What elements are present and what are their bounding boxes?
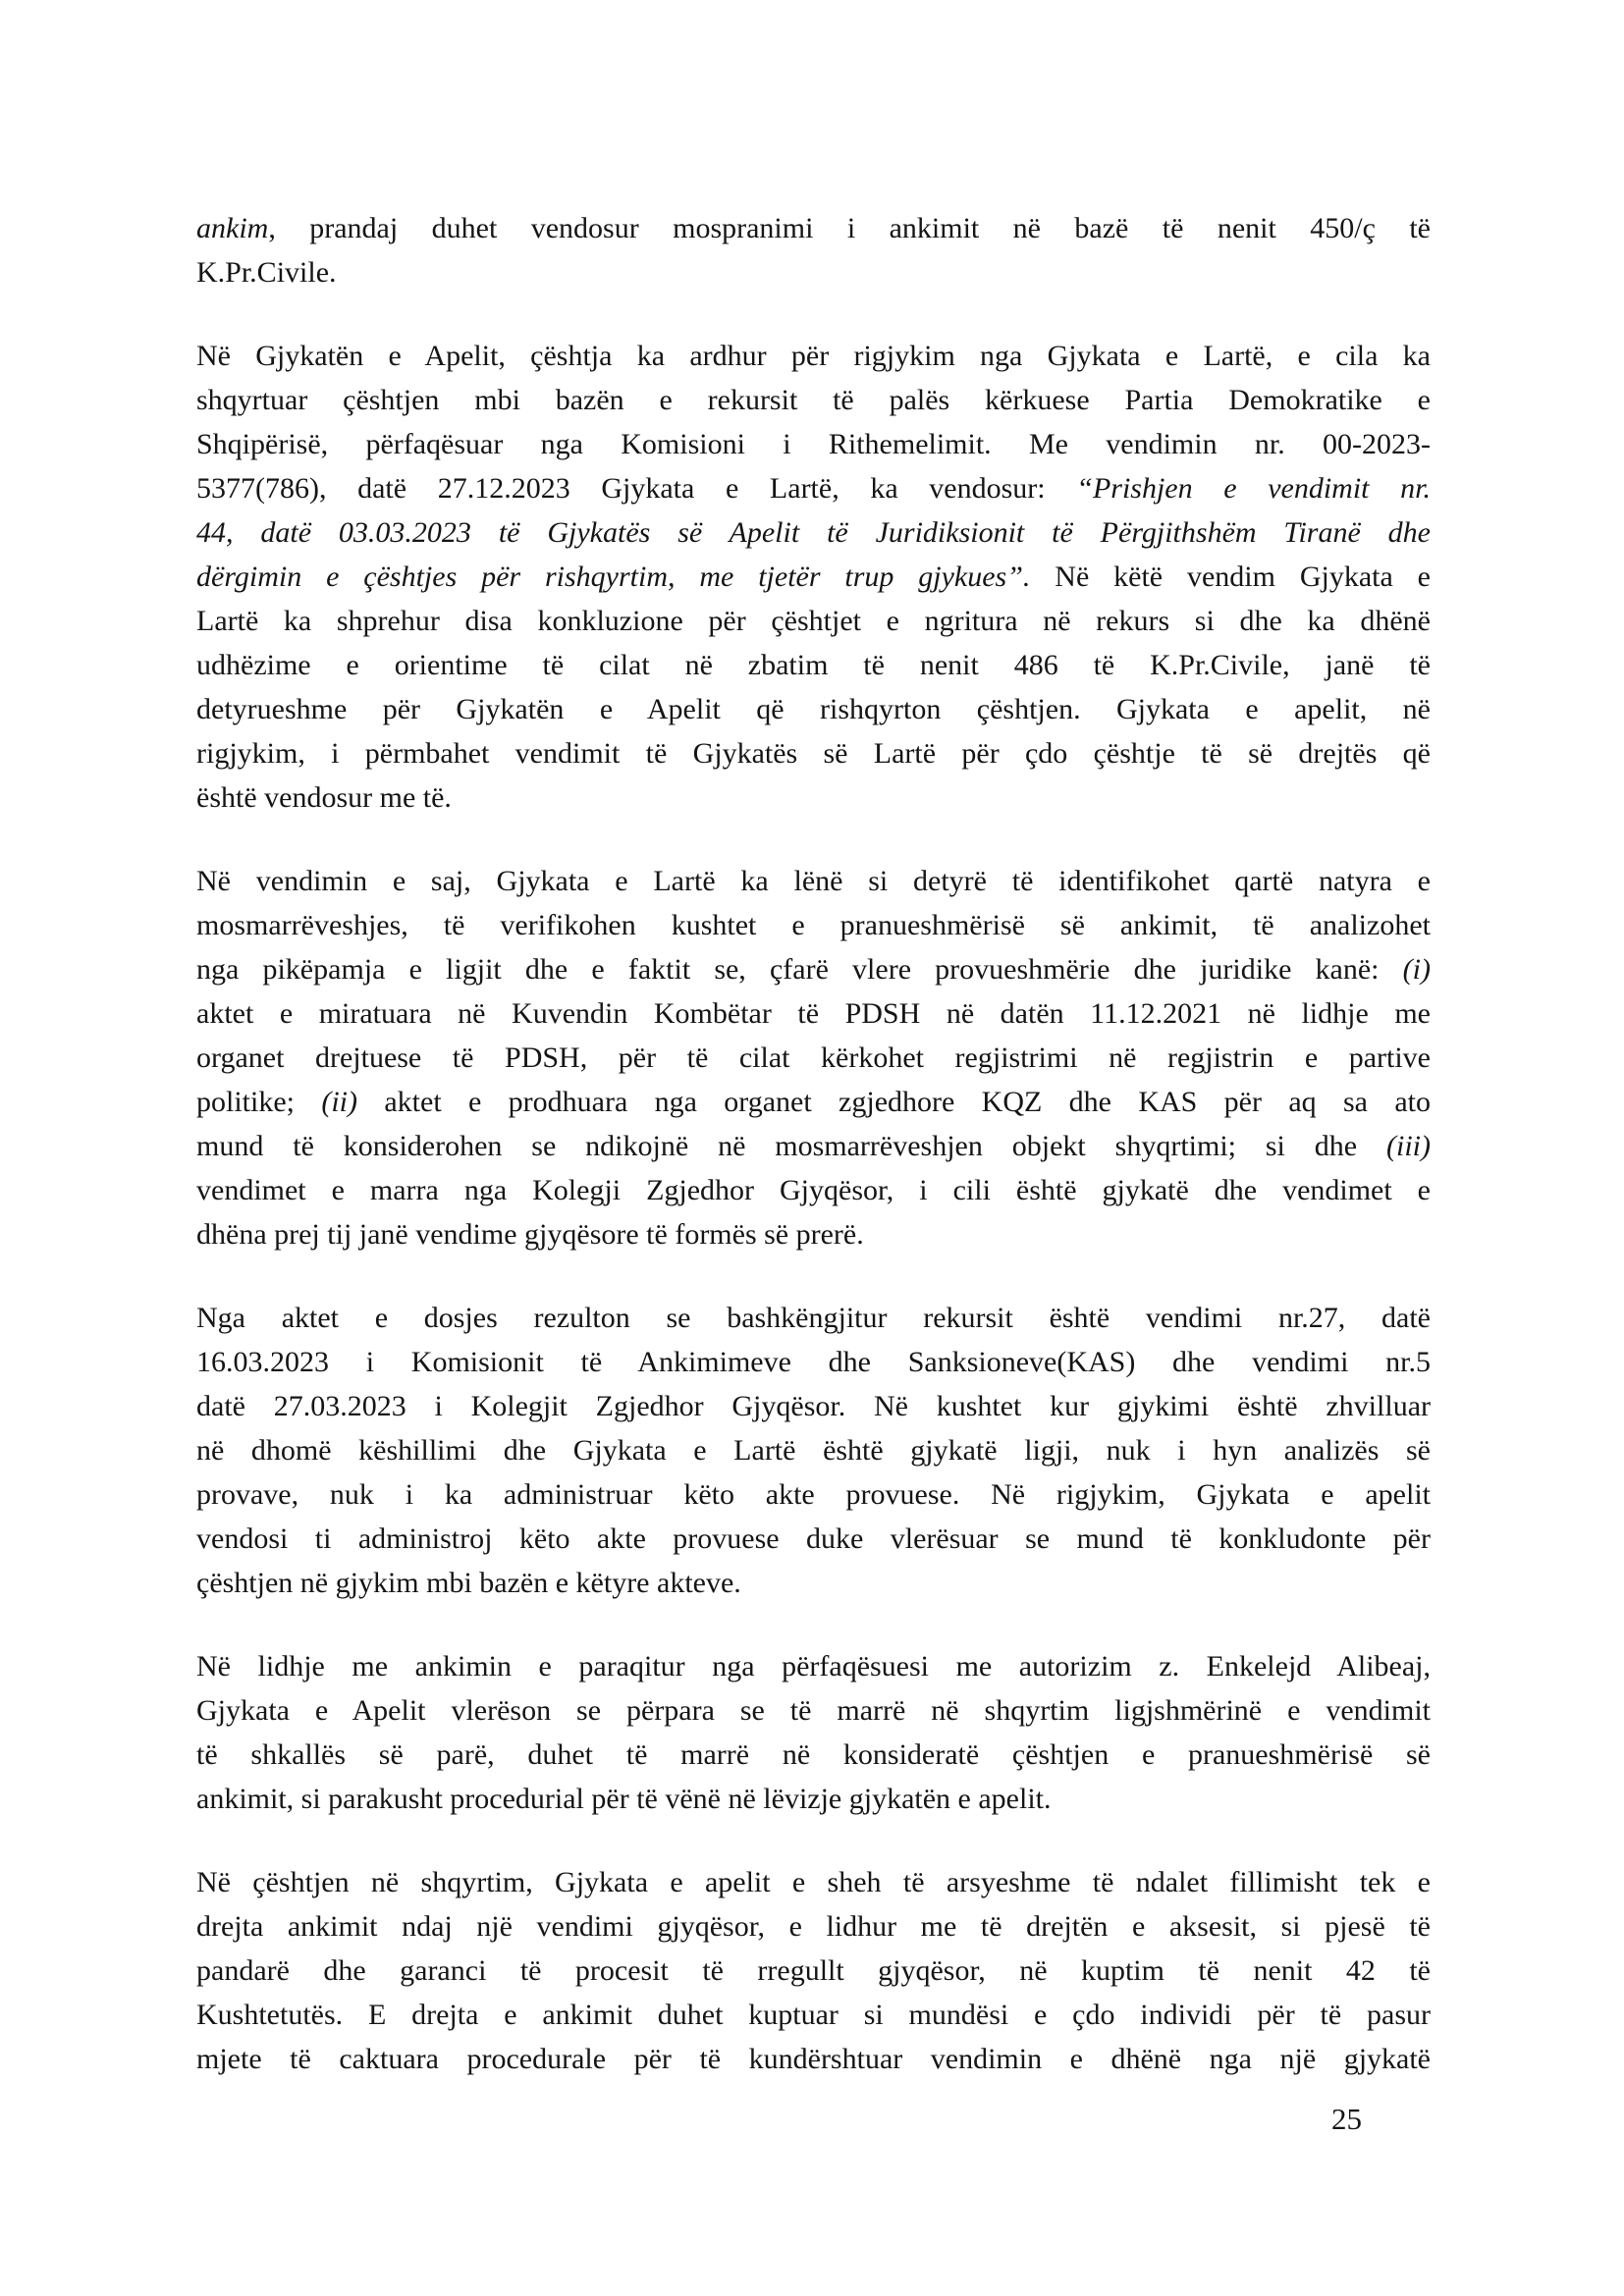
text-segment: Shqipërisë, përfaqësuar nga Komisioni i Rithemelimit. Me vendimin nr. 00-2023-: [196, 428, 1431, 460]
text-line: [196, 903, 1431, 947]
text-line: [196, 1168, 1431, 1212]
text-line: [196, 775, 1431, 820]
text-segment: shqyrtuar çështjen mbi bazën e rekursit të palës kërkuese Partia Demokratike e: [196, 384, 1431, 416]
text-line: [196, 1688, 1431, 1733]
paragraph: [196, 1644, 1431, 1821]
text-line: [196, 466, 1431, 510]
text-segment: vendosi ti administroj këto akte provuese duke vlerësuar se mund të konkludonte për: [196, 1522, 1431, 1555]
text-line: [196, 1212, 1431, 1256]
paragraph: [196, 1296, 1431, 1605]
text-line: [196, 422, 1431, 466]
italic-text-segment: “Prishjen e vendimit nr.: [1076, 472, 1431, 505]
text-segment: aktet e miratuara në Kuvendin Kombëtar të PDSH në datën 11.12.2021 në lidhje me: [196, 997, 1431, 1030]
text-segment: pandarë dhe garanci të procesit të rregullt gjyqësor, në kuptim të nenit 42 të: [196, 1954, 1431, 1987]
text-segment: dhëna prej tij janë vendime gjyqësore të formës së prerë.: [196, 1218, 864, 1251]
italic-text-segment: (iii): [1386, 1130, 1431, 1162]
text-segment: 5377(786), datë 27.12.2023 Gjykata e Lartë, ka vendosur:: [196, 472, 1077, 505]
text-line: [196, 687, 1431, 731]
text-segment: ankimit, si parakusht procedurial për të vënë në lëvizje gjykatën e apelit.: [196, 1783, 1052, 1815]
text-line: [196, 947, 1431, 991]
italic-text-segment: dërgimin e çështjes për rishqyrtim, me tjetër trup gjykues”.: [196, 561, 1031, 593]
text-line: [196, 1993, 1431, 2037]
text-line: [196, 991, 1431, 1036]
text-line: [196, 1340, 1431, 1384]
text-line: [196, 1644, 1431, 1688]
text-line: [196, 1733, 1431, 1777]
text-line: [196, 599, 1431, 643]
document-body: [196, 206, 1431, 2120]
text-segment: Kushtetutës. E drejta e ankimit duhet kuptuar si mundësi e çdo individi për të pasur: [196, 1999, 1431, 2031]
text-segment: Në Gjykatën e Apelit, çështja ka ardhur për rigjykim nga Gjykata e Lartë, e cila ka: [196, 340, 1431, 372]
text-segment: mund të konsiderohen se ndikojnë në mosmarrëveshjen objekt shyqrtimi; si dhe: [196, 1130, 1386, 1162]
italic-text-segment: ankim: [196, 212, 269, 244]
text-segment: , prandaj duhet vendosur mospranimi i ankimit në bazë të nenit 450/ç të: [268, 212, 1431, 244]
italic-text-segment: (ii): [321, 1086, 357, 1118]
text-segment: Gjykata e Apelit vlerëson se përpara se të marrë në shqyrtim ligjshmërinë e vendimit: [196, 1694, 1431, 1727]
text-segment: Në lidhje me ankimin e paraqitur nga përfaqësuesi me autorizim z. Enkelejd Alibeaj,: [196, 1650, 1431, 1682]
text-line: [196, 1561, 1431, 1605]
text-line: [196, 859, 1431, 903]
text-line: [196, 1517, 1431, 1561]
text-segment: çështjen në gjykim mbi bazën e këtyre akteve.: [196, 1567, 741, 1599]
text-line: [196, 1472, 1431, 1517]
page-number: 25: [1331, 2102, 1362, 2136]
text-line: [196, 1296, 1431, 1340]
text-line: [196, 1080, 1431, 1124]
text-line: [196, 1384, 1431, 1428]
text-segment: mjete të caktuara procedurale për të kundërshtuar vendimin e dhënë nga një gjykatë: [196, 2043, 1431, 2075]
text-line: [196, 1777, 1431, 1821]
italic-text-segment: (i): [1402, 953, 1431, 986]
paragraph: [196, 334, 1431, 820]
text-line: [196, 510, 1431, 555]
text-segment: në dhomë këshillimi dhe Gjykata e Lartë është gjykatë ligji, nuk i hyn analizës së: [196, 1434, 1431, 1467]
text-segment: Në këtë vendim Gjykata e: [1030, 561, 1431, 593]
text-line: [196, 250, 1431, 294]
text-line: [196, 555, 1431, 599]
text-segment: politike;: [196, 1086, 322, 1118]
text-segment: Në çështjen në shqyrtim, Gjykata e apelit e sheh të arsyeshme të ndalet fillimisht tek e: [196, 1866, 1431, 1898]
text-segment: është vendosur me të.: [196, 781, 452, 814]
text-segment: rigjykim, i përmbahet vendimit të Gjykatës së Lartë për çdo çështje të së drejtës që: [196, 737, 1431, 770]
text-segment: të shkallës së parë, duhet të marrë në konsideratë çështjen e pranueshmërisë së: [196, 1738, 1431, 1771]
paragraph: [196, 859, 1431, 1256]
paragraph: [196, 1860, 1431, 2081]
text-line: [196, 1124, 1431, 1168]
text-line: [196, 1949, 1431, 1993]
text-segment: udhëzime e orientime të cilat në zbatim të nenit 486 të K.Pr.Civile, janë të: [196, 649, 1431, 681]
text-segment: mosmarrëveshjes, të verifikohen kushtet e pranueshmërisë së ankimit, të analizohet: [196, 909, 1431, 941]
text-segment: detyrueshme për Gjykatën e Apelit që rishqyrton çështjen. Gjykata e apelit, në: [196, 693, 1431, 725]
text-segment: aktet e prodhuara nga organet zgjedhore KQZ dhe KAS për aq sa ato: [357, 1086, 1431, 1118]
text-segment: K.Pr.Civile.: [196, 256, 337, 289]
text-segment: 16.03.2023 i Komisionit të Ankimimeve dhe Sanksioneve(KAS) dhe vendimi nr.5: [196, 1346, 1431, 1378]
text-line: [196, 378, 1431, 422]
text-segment: Lartë ka shprehur disa konkluzione për çështjet e ngritura në rekurs si dhe ka dhënë: [196, 605, 1431, 637]
text-line: [196, 334, 1431, 378]
paragraph: [196, 206, 1431, 294]
text-line: [196, 731, 1431, 775]
text-line: [196, 1428, 1431, 1472]
text-line: [196, 1036, 1431, 1080]
text-segment: organet drejtuese të PDSH, për të cilat kërkohet regjistrimi në regjistrin e partive: [196, 1041, 1431, 1074]
text-segment: drejta ankimit ndaj një vendimi gjyqësor, e lidhur me të drejtën e aksesit, si pjesë të: [196, 1910, 1431, 1943]
text-segment: provave, nuk i ka administruar këto akte provuese. Në rigjykim, Gjykata e apelit: [196, 1478, 1431, 1511]
italic-text-segment: 44, datë 03.03.2023 të Gjykatës së Apelit të Juridiksionit të Përgjithshëm Tiranë dhe: [196, 516, 1431, 549]
text-line: [196, 1860, 1431, 1904]
text-line: [196, 206, 1431, 250]
text-line: [196, 2037, 1431, 2081]
text-segment: Në vendimin e saj, Gjykata e Lartë ka lënë si detyrë të identifikohet qartë natyra e: [196, 865, 1431, 897]
text-segment: nga pikëpamja e ligjit dhe e faktit se, çfarë vlere provueshmërie dhe juridike kanë:: [196, 953, 1403, 986]
text-line: [196, 1904, 1431, 1949]
text-line: [196, 643, 1431, 687]
text-segment: Nga aktet e dosjes rezulton se bashkëngjitur rekursit është vendimi nr.27, datë: [196, 1302, 1431, 1334]
text-segment: vendimet e marra nga Kolegji Zgjedhor Gjyqësor, i cili është gjykatë dhe vendimet e: [196, 1174, 1431, 1206]
text-segment: datë 27.03.2023 i Kolegjit Zgjedhor Gjyqësor. Në kushtet kur gjykimi është zhvilluar: [196, 1390, 1431, 1422]
